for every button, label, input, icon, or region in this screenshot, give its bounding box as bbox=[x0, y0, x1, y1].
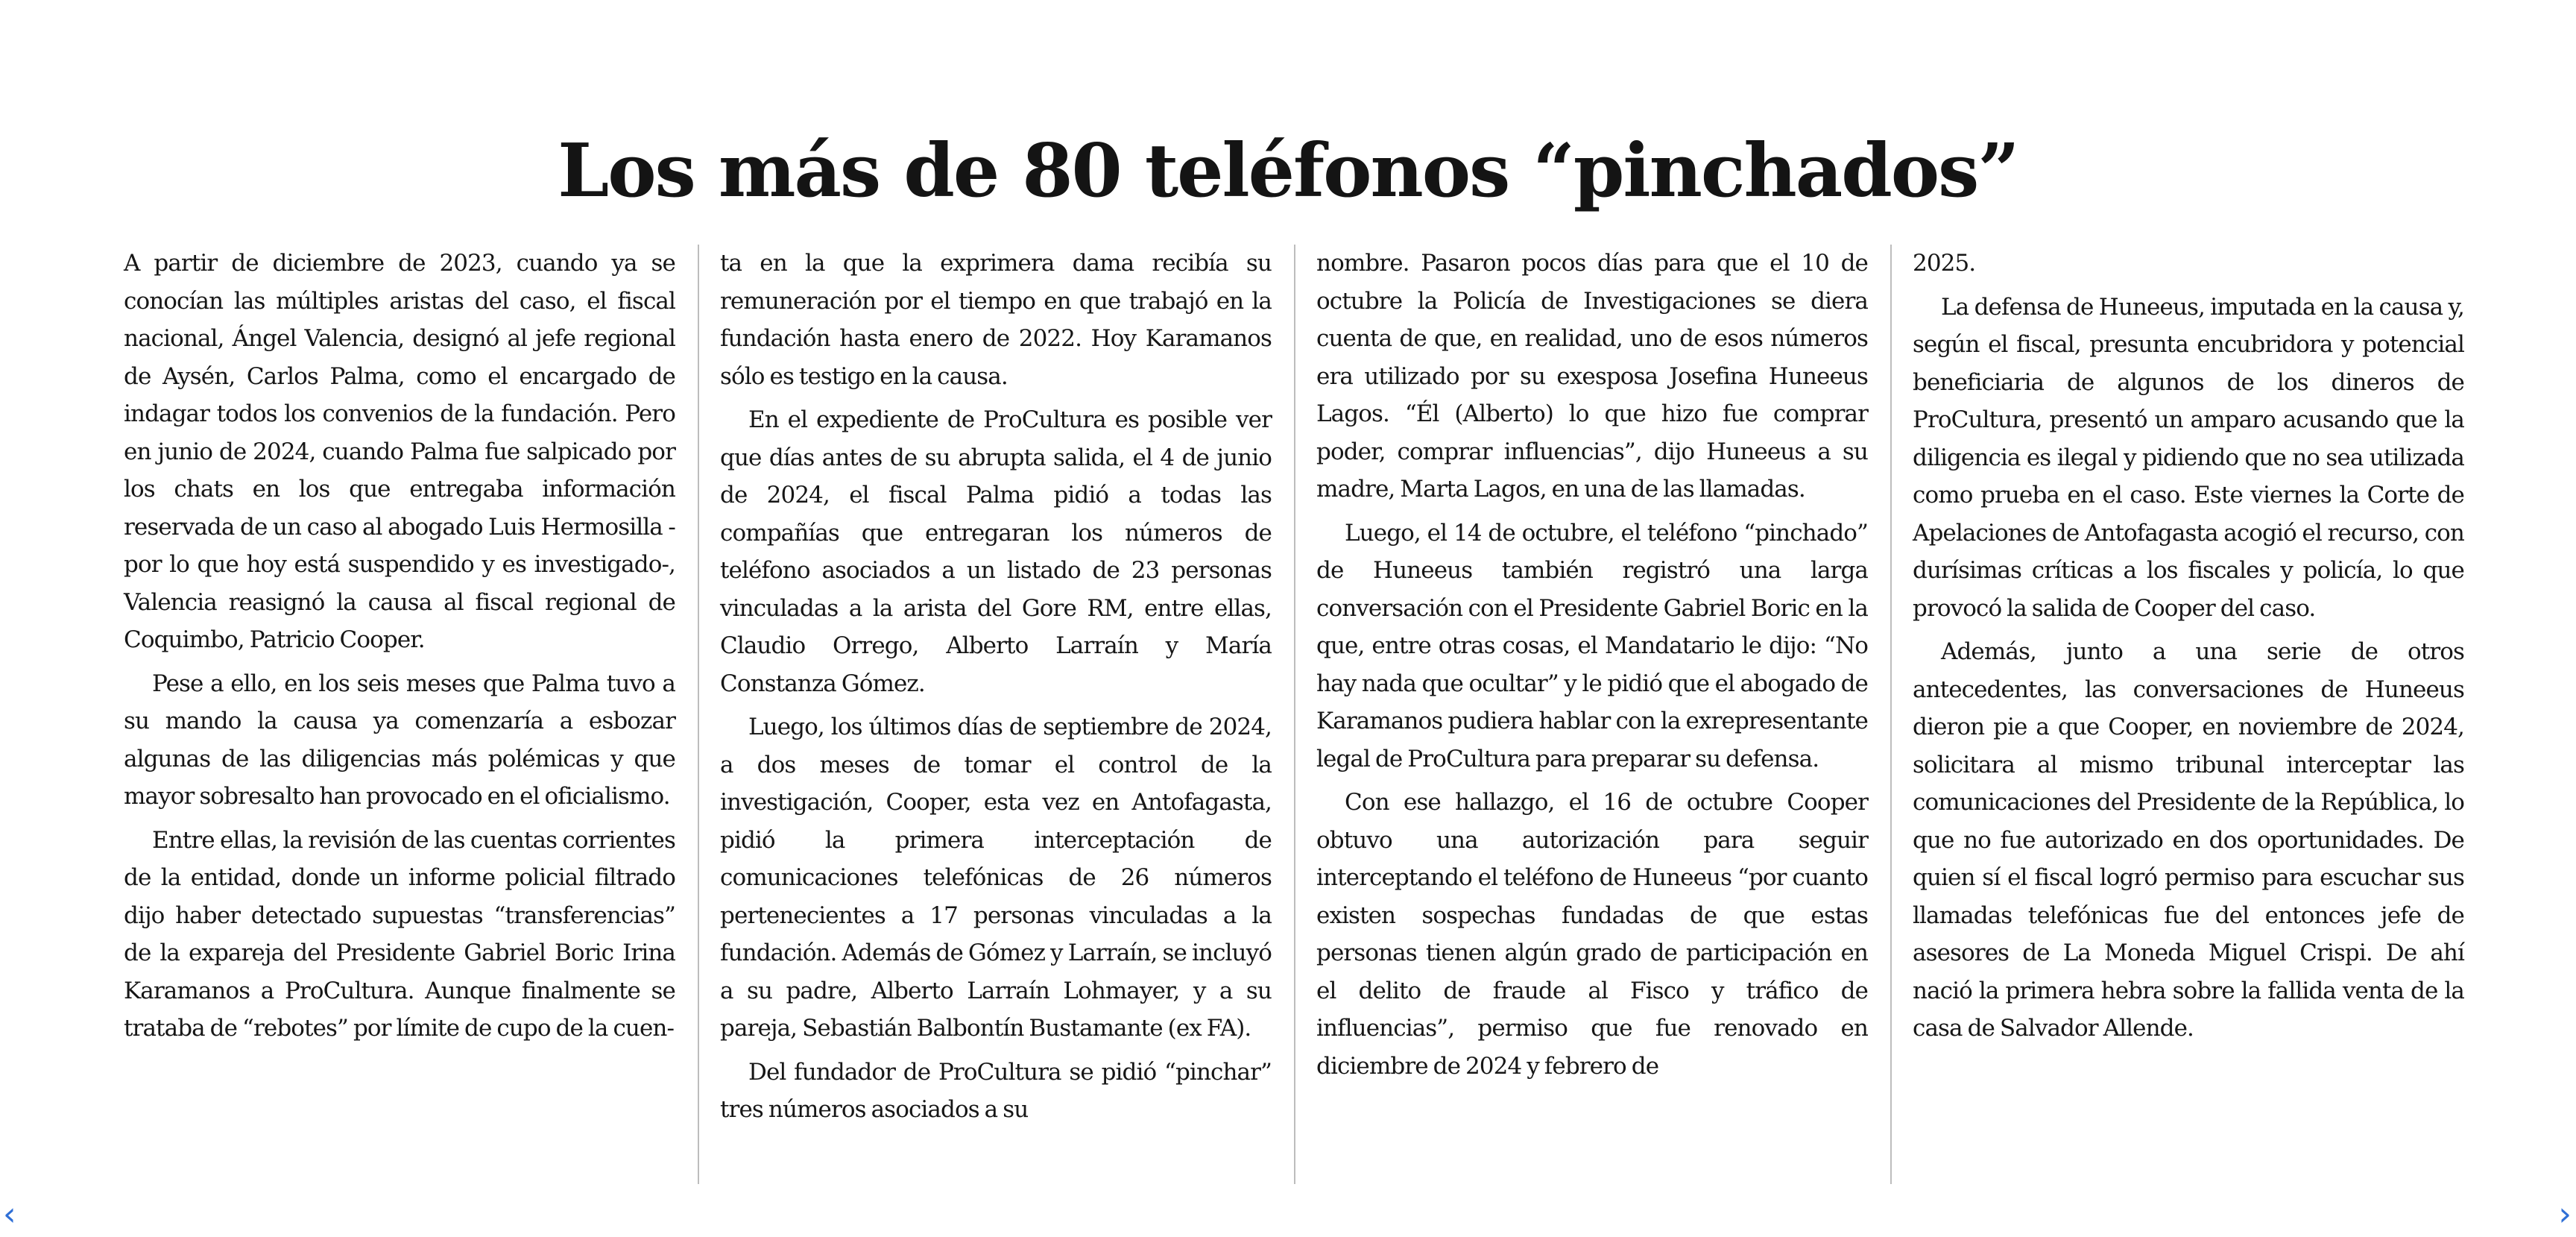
article-paragraph: Del fundador de ProCultura se pidió “pinchar” tres números asociados a su bbox=[720, 1058, 1272, 1123]
chevron-right-icon[interactable]: › bbox=[2558, 1195, 2572, 1233]
column-divider bbox=[1890, 245, 1892, 1184]
article-paragraph: nombre. Pasaron pocos días para que el 10 de octubre la Policía de Investigaciones se diera cuenta de que, en realidad, uno de esos números era utilizado por su exesposa Josefina Huneeus Lagos. “Él (Alberto) lo que hizo fue comprar poder, comprar influencias”, dijo Huneeus a su madre, Marta Lagos, en una de las llamadas. bbox=[1316, 250, 1868, 503]
article-body bbox=[124, 245, 2464, 1184]
article-paragraph: Pese a ello, en los seis meses que Palma tuvo a su mando la causa ya comenzaría a esbozar algunas de las diligencias más polémicas y que mayor sobresalto han provocado en el oficialismo. bbox=[124, 670, 675, 810]
chevron-left-icon[interactable]: ‹ bbox=[3, 1195, 16, 1233]
article-paragraph: ta en la que la exprimera dama recibía su remuneración por el tiempo en que trabajó en la fundación hasta enero de 2022. Hoy Karamanos sólo es testigo en la causa. bbox=[720, 250, 1272, 390]
column-divider bbox=[1294, 245, 1295, 1184]
article-paragraph: En el expediente de ProCultura es posible ver que días antes de su abrupta salida, el 4 de junio de 2024, el fiscal Palma pidió a todas las compañías que entregaran los números de teléfono asociados a un listado de 23 personas vinculadas a la arista del Gore RM, entre ellas, Claudio Orrego, Alberto Larraín y María Constanza Gómez. bbox=[720, 406, 1272, 697]
column-divider bbox=[698, 245, 699, 1184]
article-column-1 bbox=[124, 245, 675, 1184]
article-paragraph: Con ese hallazgo, el 16 de octubre Cooper obtuvo una autorización para seguir interceptando el teléfono de Huneeus “por cuanto existen sospechas fundadas de que estas personas tienen algún grado de participación en el delito de fraude al Fisco y tráfico de influencias”, permiso que fue renovado en diciembre de 2024 y febrero de bbox=[1316, 789, 1868, 1080]
article-headline: Los más de 80 teléfonos “pinchados” bbox=[558, 128, 2018, 214]
article-paragraph: Luego, los últimos días de septiembre de 2024, a dos meses de tomar el control de la investigación, Cooper, esta vez en Antofagasta, pidió la primera interceptación de comunicaciones telefónicas de 26 números pertenecientes a 17 personas vinculadas a la fundación. Además de Gómez y Larraín, se incluyó a su padre, Alberto Larraín Lohmayer, y a su pareja, Sebastián Balbontín Bustamante (ex FA). bbox=[720, 714, 1272, 1042]
article-column-2 bbox=[720, 245, 1272, 1184]
article-paragraph: La defensa de Huneeus, imputada en la causa y, según el fiscal, presunta encubridora y potencial beneficiaria de algunos de los dineros de ProCultura, presentó un amparo acusando que la diligencia es ilegal y pidiendo que no sea utilizada como prueba en el caso. Este viernes la Corte de Apelaciones de Antofagasta acogió el recurso, con durísimas críticas a los fiscales y policía, lo que provocó la salida de Cooper del caso. bbox=[1913, 293, 2464, 622]
article-paragraph: A partir de diciembre de 2023, cuando ya se conocían las múltiples aristas del caso, el fiscal nacional, Ángel Valencia, designó al jefe regional de Aysén, Carlos Palma, como el encargado de indagar todos los convenios de la fundación. Pero en junio de 2024, cuando Palma fue salpicado por los chats en los que entregaba información reservada de un caso al abogado Luis Hermosilla -por lo que hoy está suspendido y es investigado-, Valencia reasignó la causa al fiscal regional de Coquimbo, Patricio Cooper. bbox=[124, 250, 675, 653]
article-paragraph: Además, junto a una serie de otros antecedentes, las conversaciones de Huneeus dieron pie a que Cooper, en noviembre de 2024, solicitara al mismo tribunal interceptar las comunicaciones del Presidente de la República, lo que no fue autorizado en dos oportunidades. De quien sí el fiscal logró permiso para escuchar sus llamadas telefónicas fue del entonces jefe de asesores de La Moneda Miguel Crispi. De ahí nació la primera hebra sobre la fallida venta de la casa de Salvador Allende. bbox=[1913, 638, 2464, 1042]
article-paragraph: Luego, el 14 de octubre, el teléfono “pinchado” de Huneeus también registró una larga conversación con el Presidente Gabriel Boric en la que, entre otras cosas, el Mandatario le dijo: “No hay nada que ocultar” y le pidió que el abogado de Karamanos pudiera hablar con la exrepresentante legal de ProCultura para preparar su defensa. bbox=[1316, 519, 1868, 772]
article-paragraph: Entre ellas, la revisión de las cuentas corrientes de la entidad, donde un informe policial filtrado dijo haber detectado supuestas “transferencias” de la expareja del Presidente Gabriel Boric Irina Karamanos a ProCultura. Aunque finalmente se trataba de “rebotes” por límite de cupo de la cuen- bbox=[124, 826, 675, 1042]
article-paragraph: 2025. bbox=[1913, 250, 1976, 277]
article-column-4 bbox=[1913, 245, 2464, 1184]
article-column-3 bbox=[1316, 245, 1868, 1184]
